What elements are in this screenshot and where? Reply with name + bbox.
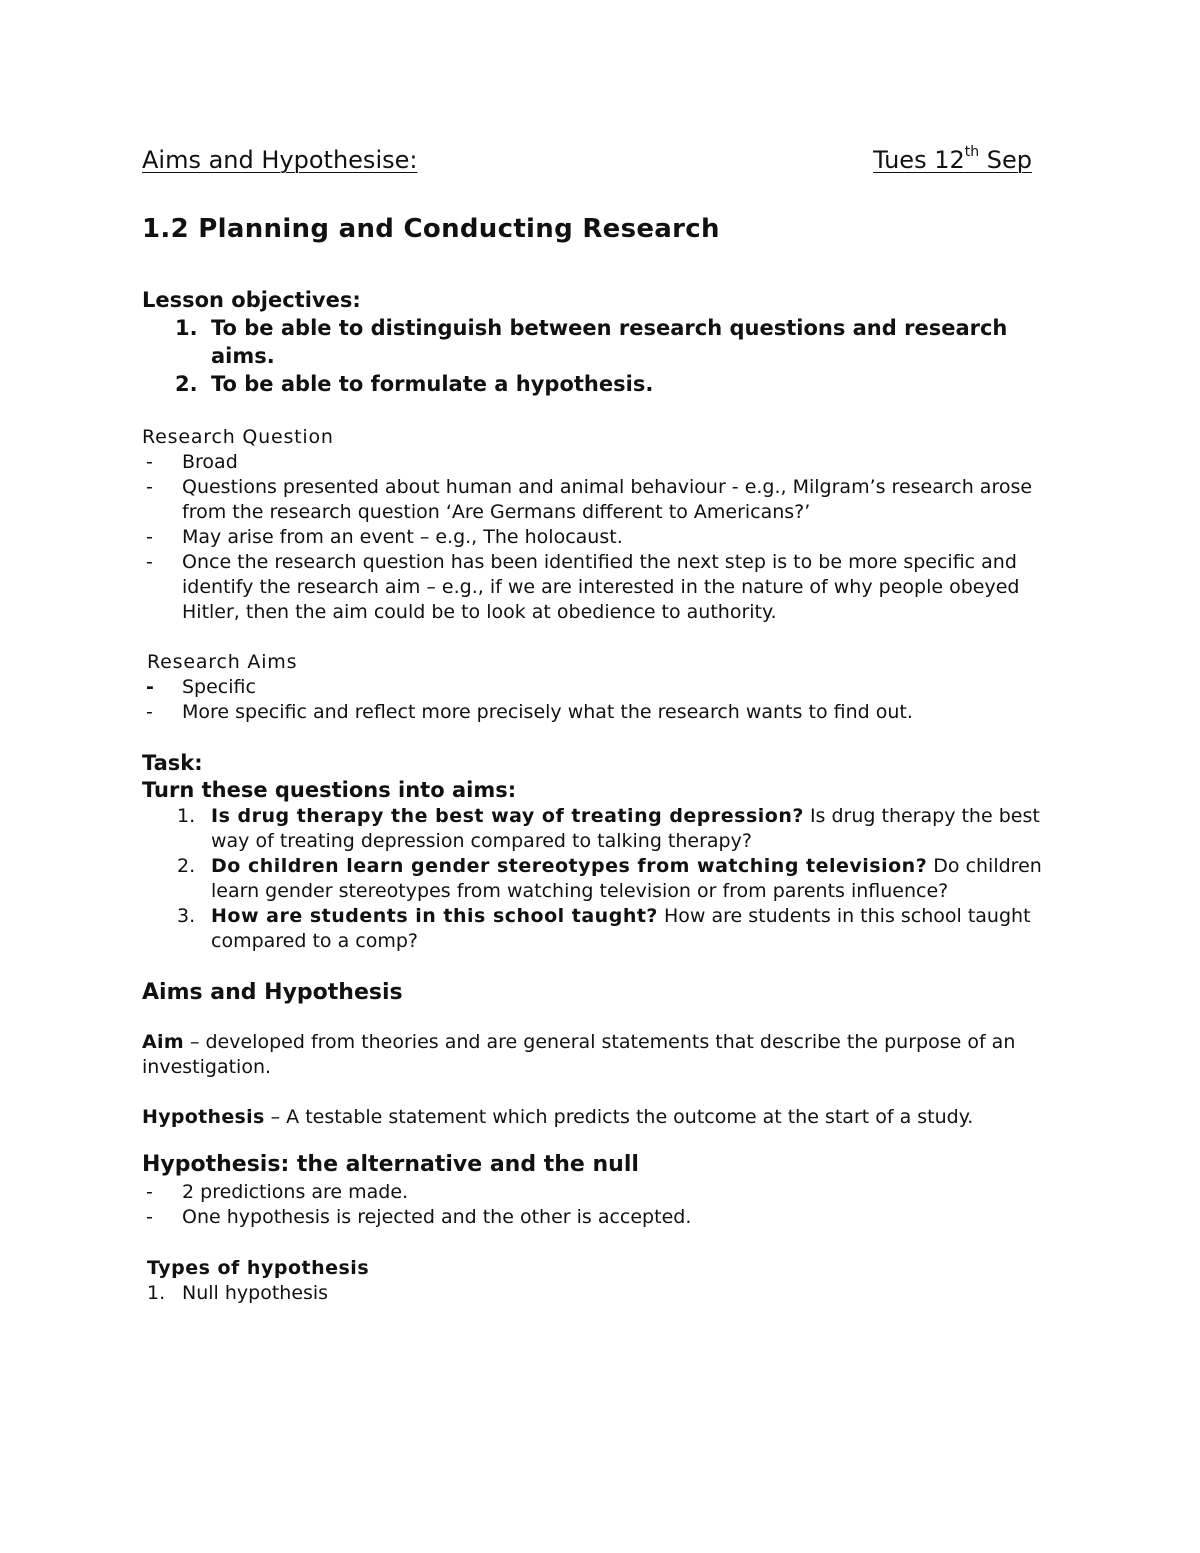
alternative-null-list	[142, 1180, 1057, 1230]
hypothesis-definition-text: – A testable statement which predicts the outcome at the start of a study.	[264, 1106, 974, 1128]
list-item	[142, 854, 1057, 904]
list-text: To be able to distinguish between research questions and research aims.	[211, 316, 1008, 368]
research-question-list	[142, 450, 1057, 625]
list-text: Null hypothesis	[182, 1282, 329, 1304]
document-header	[142, 140, 1057, 180]
aim-term: Aim	[142, 1031, 184, 1053]
document-title: Aims and Hypothesise:	[142, 146, 418, 174]
date-suffix: Sep	[979, 146, 1032, 174]
list-text: May arise from an event – e.g., The holocaust.	[182, 526, 623, 548]
list-item: - 2 predictions are made.	[146, 1181, 409, 1203]
date-prefix: Tues 12	[873, 146, 965, 174]
list-text: Once the research question has been identified the next step is to be more specific and identify the research aim – e.g., if we are interested in the nature of why people obeyed Hitler, then the aim could be to look at obedience to authority.	[182, 551, 1020, 623]
hypothesis-definition	[142, 1105, 1057, 1130]
list-item: - More specific and reflect more precisely what the research wants to find out.	[146, 701, 913, 723]
task-question: How are students in this school taught?	[211, 905, 658, 927]
list-item	[142, 904, 1057, 954]
document-date	[873, 140, 1032, 180]
aims-hypothesis-heading: Aims and Hypothesis	[142, 980, 403, 1005]
alternative-null-heading: Hypothesis: the alternative and the null	[142, 1152, 639, 1177]
list-item	[142, 804, 1057, 854]
list-number: 1.	[177, 805, 196, 827]
list-number: 3.	[177, 905, 196, 927]
objectives-heading: Lesson objectives:	[142, 288, 361, 312]
list-item: - One hypothesis is rejected and the other is accepted.	[146, 1206, 692, 1228]
hypothesis-term: Hypothesis	[142, 1106, 265, 1128]
list-text: More specific and reflect more precisely what the research wants to find out.	[182, 701, 913, 723]
task-question: Do children learn gender stereotypes from watching television?	[211, 855, 928, 877]
aim-definition	[142, 1030, 1057, 1080]
date-superscript: th	[964, 144, 980, 160]
list-item: - Specific	[146, 676, 256, 698]
list-number: 2.	[175, 372, 198, 396]
list-text: Specific	[182, 676, 256, 698]
list-item: - May arise from an event – e.g., The holocaust.	[146, 526, 623, 548]
types-list	[142, 1281, 1057, 1306]
list-text: Questions presented about human and animal behaviour - e.g., Milgram’s research arose from the research question ‘Are Germans different to Americans?’	[182, 476, 1033, 523]
list-number: 1.	[147, 1282, 166, 1304]
task-subheading: Turn these questions into aims:	[142, 778, 517, 802]
task-heading: Task:	[142, 751, 203, 775]
list-item	[142, 314, 1057, 370]
list-text: Broad	[182, 451, 238, 473]
document-page	[142, 140, 1057, 1306]
task-answer: How are students in this school taught compared to a comp?	[211, 905, 1031, 952]
types-heading: Types of hypothesis	[147, 1257, 370, 1279]
list-item: - Broad	[146, 451, 238, 473]
research-question-heading: Research Question	[142, 426, 334, 448]
list-text: To be able to formulate a hypothesis.	[211, 372, 654, 396]
list-item	[142, 1281, 1057, 1306]
task-answer: Do children learn gender stereotypes from watching television or from parents influence?	[211, 855, 1042, 902]
task-list	[142, 804, 1057, 954]
research-aims-list	[142, 675, 1057, 725]
task-question: Is drug therapy the best way of treating depression?	[211, 805, 804, 827]
task-answer: Is drug therapy the best way of treating depression compared to talking therapy?	[211, 805, 1040, 852]
list-text: One hypothesis is rejected and the other is accepted.	[182, 1206, 692, 1228]
list-item: - Once the research question has been identified the next step is to be more specific and identify the research aim – e.g., if we are interested in the nature of why people obeyed Hitler, then the aim could be to look at obedience to authority.	[146, 551, 1020, 623]
research-aims-heading: Research Aims	[147, 651, 298, 673]
list-number: 2.	[177, 855, 196, 877]
list-item: - Questions presented about human and animal behaviour - e.g., Milgram’s research arose from the research question ‘Are Germans different to Americans?’	[146, 476, 1033, 523]
objectives-list	[142, 314, 1057, 398]
list-text: 2 predictions are made.	[182, 1181, 409, 1203]
aim-definition-text: – developed from theories and are general statements that describe the purpose of an investigation.	[142, 1031, 1016, 1078]
list-item	[142, 370, 1057, 398]
main-title: 1.2 Planning and Conducting Research	[142, 214, 720, 244]
list-number: 1.	[175, 316, 198, 340]
